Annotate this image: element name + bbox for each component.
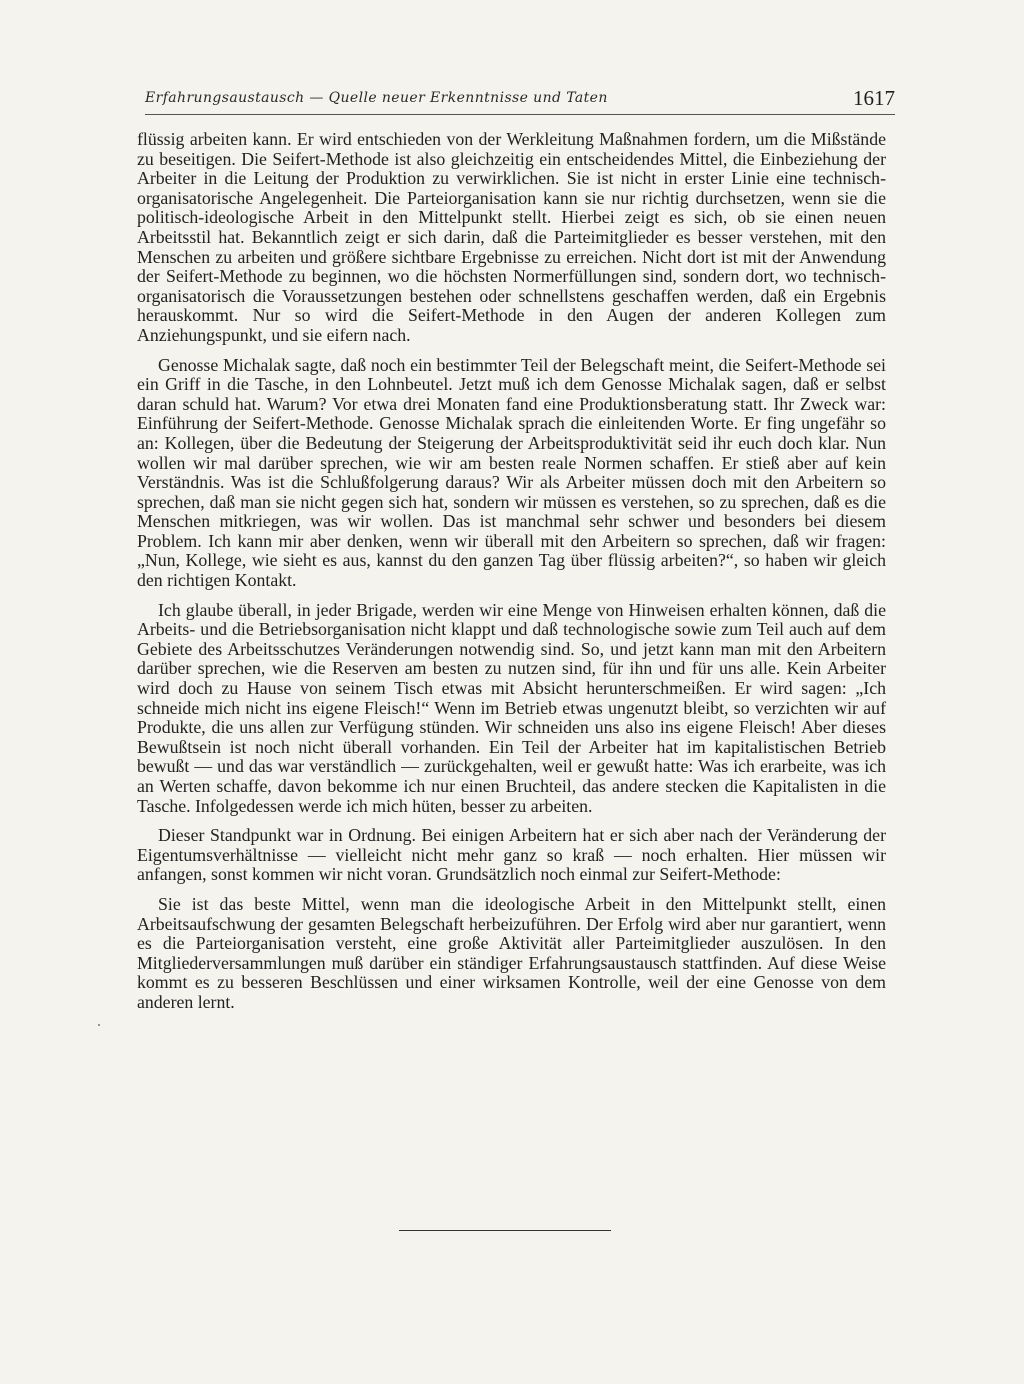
page-header — [145, 84, 895, 116]
print-speck — [98, 1024, 100, 1026]
paragraph: flüssig arbeiten kann. Er wird entschieden von der Werkleitung Maßnahmen fordern, um die Mißstände zu beseitigen. Die Seifert-Methode ist also gleichzeitig ein entscheidendes Mittel, die Einbeziehung der Arbeiter in die Leitung der Produktion zu verwirklichen. Sie ist nicht in erster Linie eine technisch-organisatorische Angelegenheit. Die Parteiorganisation kann sie nur richtig durchsetzen, wenn sie die politisch-ideologische Arbeit in den Mittelpunkt stellt. Hierbei zeigt es sich, ob sie einen neuen Arbeitsstil hat. Bekanntlich zeigt er sich darin, daß die Parteimitglieder es besser verstehen, mit den Menschen zu arbeiten und größere sichtbare Ergebnisse zu erreichen. Nicht dort ist mit der Anwendung der Seifert-Methode zu beginnen, wo die höchsten Normerfüllungen sind, sondern dort, wo technisch-organisatorisch die Voraussetzungen bestehen oder schnellstens geschaffen werden, daß ein Ergebnis herauskommt. Nur so wird die Seifert-Methode in den Augen der anderen Kollegen zum Anziehungspunkt, und sie eifern nach. — [137, 129, 886, 345]
header-rule — [145, 114, 895, 115]
paragraph: Ich glaube überall, in jeder Brigade, werden wir eine Menge von Hinweisen erhalten können, daß die Arbeits- und die Betriebsorganisation nicht klappt und daß technologische sowie zum Teil auch auf dem Gebiete des Arbeitsschutzes Veränderungen notwendig sind. So, und jetzt kann man mit den Arbeitern darüber sprechen, wie die Reserven am besten zu nutzen sind, für ihn und für uns alle. Kein Arbeiter wird doch zu Hause von seinem Tisch etwas mit Absicht herunterschmeißen. Er wird sagen: „Ich schneide mich nicht ins eigene Fleisch!“ Wenn im Betrieb etwas ungenutzt bleibt, so verzichten wir auf Produkte, die uns allen zur Verfügung stünden. Wir schneiden uns also ins eigene Fleisch! Aber dieses Bewußtsein ist noch nicht überall vorhanden. Ein Teil der Arbeiter hat im kapitalistischen Betrieb bewußt — und das war verständlich — zurückgehalten, weil er gewußt hatte: Was ich erarbeite, was ich an Werten schaffe, davon bekomme ich nur einen Bruchteil, das andere stecken die Kapitalisten in die Tasche. Infolgedessen werde ich mich hüten, besser zu arbeiten. — [137, 599, 886, 816]
section-end-rule — [399, 1230, 611, 1231]
page-number: 1617 — [853, 86, 895, 110]
paragraph: Genosse Michalak sagte, daß noch ein bestimmter Teil der Belegschaft meint, die Seifert-Methode sei ein Griff in die Tasche, in den Lohnbeutel. Jetzt muß ich dem Genosse Michalak sagen, daß er selbst daran schuld hat. Warum? Vor etwa drei Monaten fand eine Produktionsberatung statt. Ihr Zweck war: Einführung der Seifert-Methode. Genosse Michalak sprach die einleitenden Worte. Er fing ungefähr so an: Kollegen, über die Bedeutung der Steigerung der Arbeitsproduktivität seid ihr euch doch klar. Nun wollen wir mal darüber sprechen, wie wir am besten reale Normen schaffen. Er stieß aber auf kein Verständnis. Was ist die Schlußfolgerung daraus? Wir als Arbeiter müssen doch mit den Arbeitern so sprechen, daß man sie nicht gegen sich hat, sondern wir müssen es verstehen, so zu sprechen, daß es die Menschen mitkriegen, was wir wollen. Das ist manchmal sehr schwer und besonders bei diesem Problem. Ich kann mir aber denken, wenn wir überall mit den Arbeitern so sprechen, daß wir fragen: „Nun, Kollege, wie sieht es aus, kannst du den ganzen Tag über flüssig arbeiten?“, so haben wir gleich den richtigen Kontakt. — [137, 354, 886, 591]
running-title: Erfahrungsaustausch — Quelle neuer Erkenntnisse und Taten — [145, 90, 608, 106]
paragraph: Sie ist das beste Mittel, wenn man die ideologische Arbeit in den Mittelpunkt stellt, einen Arbeitsaufschwung der gesamten Belegschaft herbeizuführen. Der Erfolg wird aber nur garantiert, wenn es die Parteiorganisation versteht, eine große Aktivität aller Parteimitglieder auszulösen. In den Mitgliederversammlungen muß darüber ein ständiger Erfahrungsaustausch stattfinden. Auf diese Weise kommt es zu besseren Beschlüssen und einer wirksamen Kontrolle, weil der eine Genosse von dem anderen lernt. — [137, 893, 886, 1012]
paragraph: Dieser Standpunkt war in Ordnung. Bei einigen Arbeitern hat er sich aber nach der Veränderung der Eigentumsverhältnisse — vielleicht nicht mehr ganz so kraß — noch erhalten. Hier müssen wir anfangen, sonst kommen wir nicht voran. Grundsätzlich noch einmal zur Seifert-Methode: — [137, 825, 886, 885]
article-body — [137, 130, 886, 1023]
